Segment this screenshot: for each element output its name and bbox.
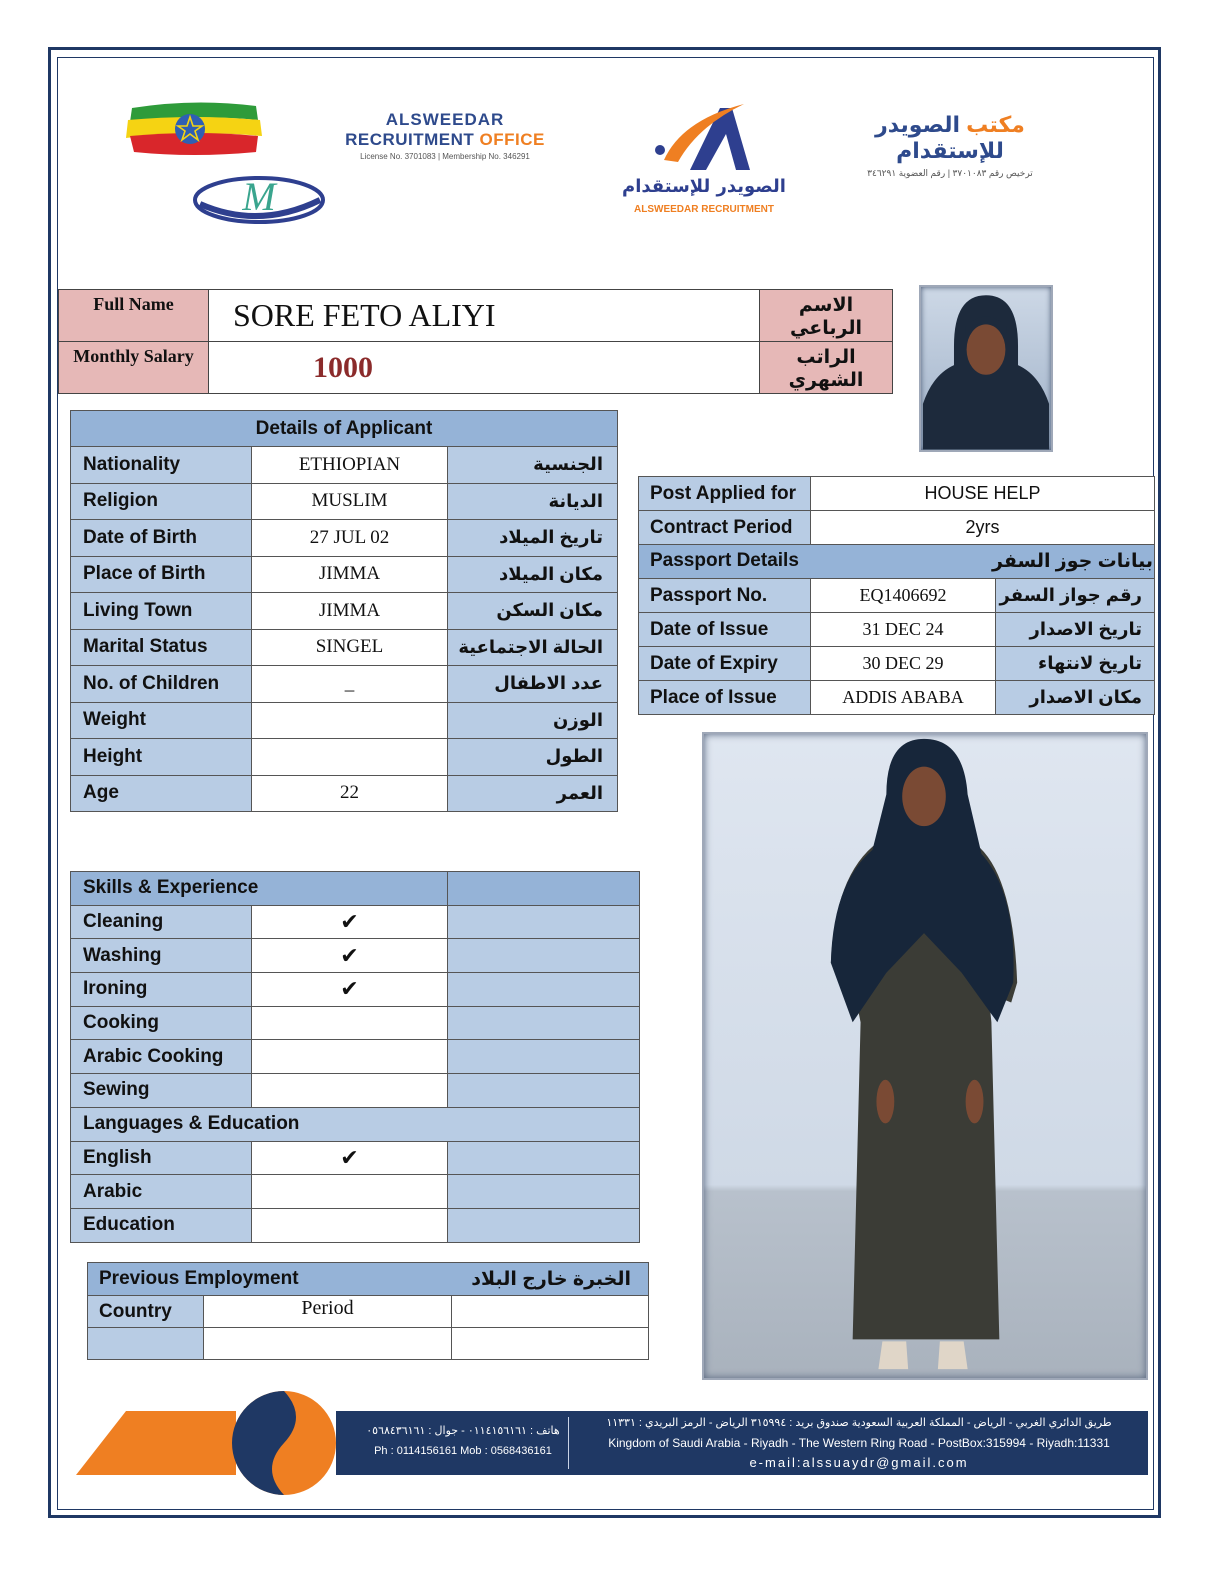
living-town-value: JIMMA <box>252 593 448 630</box>
children-label: No. of Children <box>71 666 252 703</box>
footer-address-block <box>576 1413 1142 1473</box>
living-town-label: Living Town <box>71 593 252 630</box>
footer-phone-block <box>358 1421 568 1461</box>
table-row <box>639 579 1155 613</box>
footer-phone-ar: هاتف : ٠١١٤١٥٦١٦١ - جوال : ٠٥٦٨٤٣٦١٦١ <box>366 1425 560 1437</box>
table-row <box>71 1040 640 1074</box>
height-value <box>252 739 448 776</box>
logo-en-line2 <box>330 130 560 150</box>
skill-cleaning-label: Cleaning <box>71 905 252 939</box>
table-row <box>71 666 618 703</box>
alsweedar-arabic-logo <box>820 112 1080 179</box>
table-row <box>639 545 1155 579</box>
table-row <box>639 613 1155 647</box>
education-check <box>252 1208 448 1242</box>
weight-value <box>252 702 448 739</box>
languages-title: Languages & Education <box>71 1107 640 1141</box>
logo-en-line1: ALSWEEDAR <box>385 110 505 129</box>
table-row <box>71 702 618 739</box>
footer-address-ar: طريق الدائري الغربي - الرياض - المملكة العربية السعودية صندوق بريد : ٣١٥٩٩٤ الرياض - الرمز البريدي : ١١٣٣١ <box>606 1417 1112 1429</box>
marital-status-ar-label: الحالة الاجتماعية <box>448 629 618 666</box>
alsweedar-english-logo <box>330 110 560 161</box>
lang-arabic-label: Arabic <box>71 1175 252 1209</box>
skill-sewing-label: Sewing <box>71 1074 252 1108</box>
footer-orange-shape <box>76 1411 236 1475</box>
skills-table <box>70 871 640 1243</box>
nationality-label: Nationality <box>71 447 252 484</box>
passport-details-header <box>639 545 1155 579</box>
weight-label: Weight <box>71 702 252 739</box>
skill-arabic-cooking-check <box>252 1040 448 1074</box>
skill-cooking-check <box>252 1006 448 1040</box>
skills-title-blank <box>448 872 640 906</box>
skill-cleaning-blank <box>448 905 640 939</box>
education-blank <box>448 1208 640 1242</box>
full-name-label: Full Name <box>59 290 209 342</box>
applicant-details-table <box>70 410 618 812</box>
passport-details-title: Passport Details <box>650 550 799 571</box>
footer-bar <box>336 1411 1148 1475</box>
alsweedar-a-logo <box>612 100 797 218</box>
previous-blank-cell <box>452 1296 649 1328</box>
children-value: _ <box>252 666 448 703</box>
skill-ironing-label: Ironing <box>71 973 252 1007</box>
table-row <box>639 477 1155 511</box>
salary-label: Monthly Salary <box>59 342 209 394</box>
skill-washing-blank <box>448 939 640 973</box>
logo-en-license: License No. 3701083 | Membership No. 346291 <box>360 152 530 161</box>
place-of-birth-label: Place of Birth <box>71 556 252 593</box>
age-ar-label: العمر <box>448 775 618 812</box>
table-row <box>71 483 618 520</box>
table-row <box>71 593 618 630</box>
m-logo <box>192 170 327 226</box>
skill-sewing-check <box>252 1074 448 1108</box>
lang-english-blank <box>448 1141 640 1175</box>
footer-email: e-mail:alssuaydr@gmail.com <box>749 1455 969 1470</box>
place-of-issue-label: Place of Issue <box>639 681 811 715</box>
date-of-issue-ar-label: تاريخ الاصدار <box>996 613 1155 647</box>
lang-english-check: ✔ <box>252 1141 448 1175</box>
contract-label: Contract Period <box>639 511 811 545</box>
table-row <box>71 629 618 666</box>
post-passport-table <box>638 476 1155 715</box>
height-label: Height <box>71 739 252 776</box>
lang-arabic-blank <box>448 1175 640 1209</box>
logo-ar-title-a: مكتب <box>966 112 1025 137</box>
religion-value: MUSLIM <box>252 483 448 520</box>
previous-employment-title: Previous Employment <box>99 1267 299 1289</box>
logo-center-en: ALSWEEDAR RECRUITMENT <box>634 204 774 215</box>
table-row <box>639 681 1155 715</box>
footer-phone-en: Ph : 0114156161 Mob : 0568436161 <box>374 1445 552 1457</box>
table-row <box>71 1074 640 1108</box>
table-row <box>71 775 618 812</box>
previous-extra-cell <box>452 1328 649 1360</box>
age-value: 22 <box>252 775 448 812</box>
date-of-expiry-value: 30 DEC 29 <box>811 647 996 681</box>
table-row <box>71 1208 640 1242</box>
table-row <box>71 1006 640 1040</box>
table-row <box>71 1141 640 1175</box>
religion-label: Religion <box>71 483 252 520</box>
applicant-details-title: Details of Applicant <box>71 411 618 447</box>
date-of-issue-label: Date of Issue <box>639 613 811 647</box>
identity-table <box>58 289 893 394</box>
living-town-ar-label: مكان السكن <box>448 593 618 630</box>
table-row <box>71 939 640 973</box>
dob-value: 27 JUL 02 <box>252 520 448 557</box>
place-of-birth-ar-label: مكان الميلاد <box>448 556 618 593</box>
previous-period-cell <box>204 1328 452 1360</box>
table-row <box>71 447 618 484</box>
children-ar-label: عدد الاطفال <box>448 666 618 703</box>
marital-status-label: Marital Status <box>71 629 252 666</box>
skill-cooking-label: Cooking <box>71 1006 252 1040</box>
logo-ar-title-b: الصويدر للإستقدام <box>875 112 1004 163</box>
passport-no-ar-label: رقم جواز السفر <box>996 579 1155 613</box>
applicant-full-body-photo <box>702 732 1148 1380</box>
table-row <box>71 1175 640 1209</box>
skill-ironing-blank <box>448 973 640 1007</box>
weight-ar-label: الوزن <box>448 702 618 739</box>
age-label: Age <box>71 775 252 812</box>
skill-arabic-cooking-blank <box>448 1040 640 1074</box>
passport-no-value: EQ1406692 <box>811 579 996 613</box>
m-logo-letter: M <box>242 174 276 219</box>
skill-sewing-blank <box>448 1074 640 1108</box>
skill-arabic-cooking-label: Arabic Cooking <box>71 1040 252 1074</box>
height-ar-label: الطول <box>448 739 618 776</box>
table-row <box>88 1328 649 1360</box>
full-name-ar-label: الاسم الرباعي <box>760 290 893 342</box>
dob-ar-label: تاريخ الميلاد <box>448 520 618 557</box>
table-row <box>71 973 640 1007</box>
table-row <box>71 520 618 557</box>
country-label: Country <box>88 1296 204 1328</box>
place-of-issue-value: ADDIS ABABA <box>811 681 996 715</box>
previous-employment-header <box>88 1263 649 1296</box>
skill-washing-check: ✔ <box>252 939 448 973</box>
lang-arabic-check <box>252 1175 448 1209</box>
previous-employment-table <box>87 1262 649 1360</box>
nationality-value: ETHIOPIAN <box>252 447 448 484</box>
passport-no-label: Passport No. <box>639 579 811 613</box>
ethiopia-flag-logo <box>124 100 264 158</box>
skill-washing-label: Washing <box>71 939 252 973</box>
previous-employment-title-ar: الخبرة خارج البلاد <box>471 1268 631 1290</box>
salary-value: 1000 <box>209 342 760 394</box>
footer-circle-logo <box>230 1389 338 1497</box>
full-name-value: SORE FETO ALIYI <box>209 290 760 342</box>
table-row <box>71 556 618 593</box>
marital-status-value: SINGEL <box>252 629 448 666</box>
place-of-issue-ar-label: مكان الاصدار <box>996 681 1155 715</box>
logo-en-office: OFFICE <box>479 130 545 149</box>
table-row <box>639 647 1155 681</box>
table-row <box>639 511 1155 545</box>
period-label: Period <box>204 1296 452 1328</box>
contract-value: 2yrs <box>811 511 1155 545</box>
post-label: Post Applied for <box>639 477 811 511</box>
date-of-issue-value: 31 DEC 24 <box>811 613 996 647</box>
logo-en-recruitment: RECRUITMENT <box>345 130 475 149</box>
skill-cleaning-check: ✔ <box>252 905 448 939</box>
date-of-expiry-label: Date of Expiry <box>639 647 811 681</box>
logo-ar-title <box>820 112 1080 164</box>
logo-center-ar: الصويدر للإستقدام <box>622 176 786 197</box>
religion-ar-label: الديانة <box>448 483 618 520</box>
dob-label: Date of Birth <box>71 520 252 557</box>
footer-address-en: Kingdom of Saudi Arabia - Riyadh - The Western Ring Road - PostBox:315994 - Riyadh:11331 <box>608 1436 1110 1450</box>
skill-ironing-check: ✔ <box>252 973 448 1007</box>
education-label: Education <box>71 1208 252 1242</box>
logo-ar-license: ترخيص رقم ٣٧٠١٠٨٣ | رقم العضوية ٣٤٦٢٩١ <box>867 168 1033 178</box>
table-row <box>88 1296 649 1328</box>
date-of-expiry-ar-label: تاريخ لانتهاء <box>996 647 1155 681</box>
nationality-ar-label: الجنسية <box>448 447 618 484</box>
skills-title: Skills & Experience <box>71 872 448 906</box>
salary-ar-label: الراتب الشهري <box>760 342 893 394</box>
table-row <box>71 739 618 776</box>
skill-cooking-blank <box>448 1006 640 1040</box>
previous-country-cell <box>88 1328 204 1360</box>
applicant-portrait-photo <box>919 285 1053 452</box>
footer-separator <box>568 1417 569 1469</box>
post-value: HOUSE HELP <box>811 477 1155 511</box>
passport-details-title-ar: بيانات جوز السفر <box>992 551 1153 572</box>
lang-english-label: English <box>71 1141 252 1175</box>
table-row <box>71 905 640 939</box>
place-of-birth-value: JIMMA <box>252 556 448 593</box>
